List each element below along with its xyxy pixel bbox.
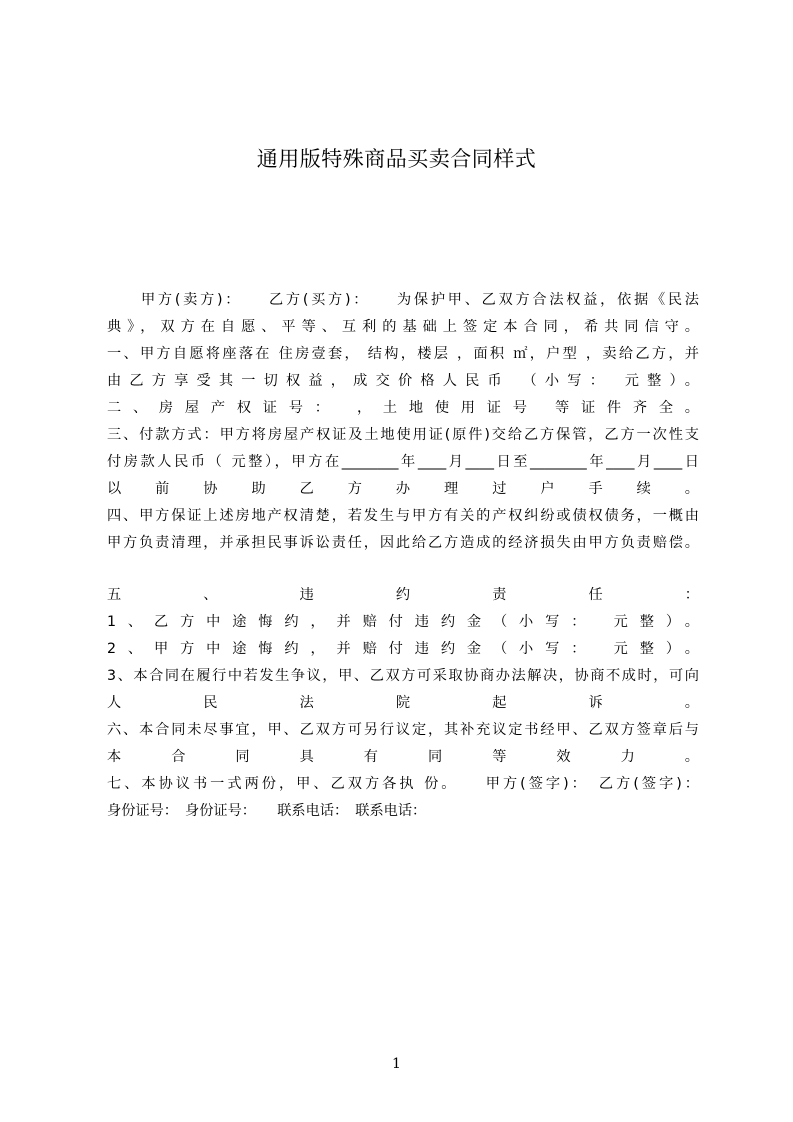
document-title: 通用版特殊商品买卖合同样式 [256, 147, 537, 171]
paragraph-line: 甲方负责清理，并承担民事诉讼责任，因此给乙方造成的经济损失由甲方负责赔偿。 [107, 535, 699, 551]
paragraph-line: 付房款人民币（ 元整），甲方在________年____月____日至________年____月____日 [107, 454, 699, 470]
paragraph-line: 六、本合同未尽事宜，甲、乙双方可另行议定，其补充议定书经甲、乙双方签章后与 [107, 722, 699, 738]
section-heading: 五、违约责任： [107, 587, 699, 603]
paragraph-line: 二、房屋产权证号： ，土地使用证号 等证件齐全。 [107, 400, 699, 416]
page-number: 1 [392, 1056, 401, 1072]
paragraph-line: 1、乙方中途悔约，并赔付违约金（小写： 元整）。 [107, 614, 699, 630]
paragraph-line: 三、付款方式：甲方将房屋产权证及土地使用证(原件)交给乙方保管，乙方一次性支 [107, 427, 699, 443]
paragraph-line: 甲方(卖方)： 乙方(买方)： 为保护甲、乙双方合法权益，依据《民法 [141, 292, 699, 308]
paragraph-line: 本合同具有同等效力。 [107, 749, 699, 765]
paragraph-line: 身份证号： 身份证号： 联系电话： 联系电话： [107, 803, 427, 819]
paragraph-line: 3、本合同在履行中若发生争议，甲、乙双方可采取协商办法解决，协商不成时，可向 [107, 668, 699, 684]
paragraph-line: 四、甲方保证上述房地产权清楚，若发生与甲方有关的产权纠纷或债权债务，一概由 [107, 508, 699, 524]
document-body [107, 290, 699, 828]
paragraph-line: 典》，双方在自愿、平等、互利的基础上签定本合同，希共同信守。 [107, 319, 699, 335]
paragraph-line: 一、甲方自愿将座落在 住房壹套， 结构，楼层 ，面积 ㎡，户型 ，卖给乙方，并 [107, 346, 699, 362]
paragraph-line: 由乙方享受其一切权益，成交价格人民币 （小写： 元整）。 [107, 373, 699, 389]
paragraph-line: 以前协助乙方办理过户手续。 [107, 481, 699, 497]
paragraph-line: 人民法院起诉。 [107, 695, 699, 711]
paragraph-line: 2、甲方中途悔约，并赔付违约金（小写： 元整）。 [107, 641, 699, 657]
paragraph-line: 七、本协议书一式两份，甲、乙双方各执 份。 甲方(签字)： 乙方(签字)： [107, 776, 699, 792]
